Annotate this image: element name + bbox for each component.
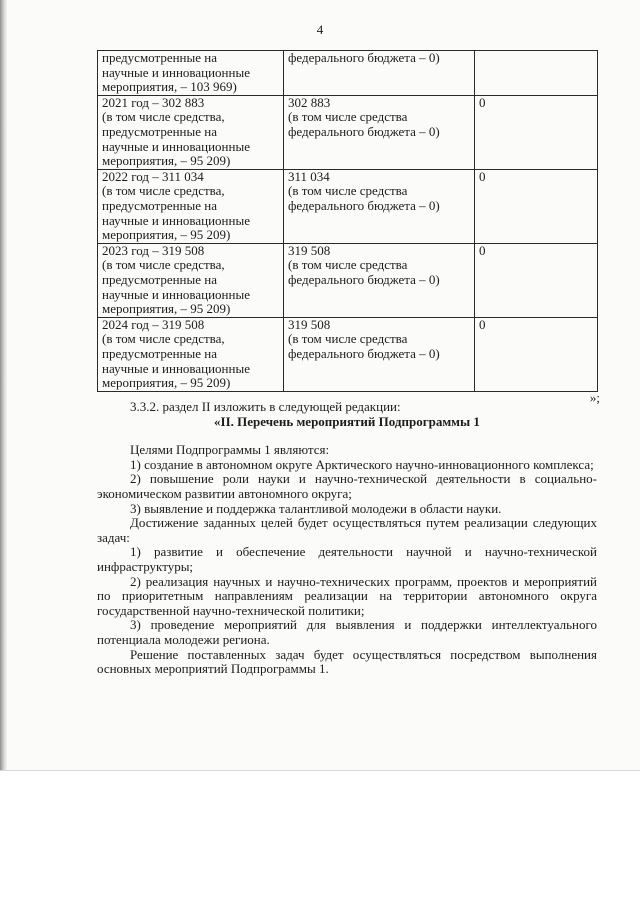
table-row [98, 243, 598, 317]
table-cell-budget: 302 883 (в том числе средства федерального бюджета – 0) [284, 95, 475, 169]
paragraph: Решение поставленных задач будет осуществляться посредством выполнения основных мероприятий Подпрограммы 1. [97, 646, 597, 677]
table-cell-total: 2023 год – 319 508 (в том числе средства, предусмотренные на научные и инновационные мероприятия, – 95 209) [98, 243, 284, 317]
table-cell-other [475, 51, 598, 96]
table-row [98, 51, 598, 96]
table-cell-total: предусмотренные на научные и инновационные мероприятия, – 103 969) [98, 51, 284, 96]
section-heading: «II. Перечень мероприятий Подпрограммы 1 [214, 413, 480, 429]
table-row [98, 169, 598, 243]
table-cell-budget: 319 508 (в том числе средства федерального бюджета – 0) [284, 317, 475, 391]
page-number: 4 [316, 22, 324, 37]
paragraph: 2) повышение роли науки и научно-технической деятельности в социально-экономическом развитии автономного округа; [97, 471, 597, 501]
table-cell-other: 0 [475, 169, 598, 243]
paragraph: Целями Подпрограммы 1 являются: [130, 442, 330, 458]
table-cell-total: 2024 год – 319 508 (в том числе средства, предусмотренные на научные и инновационные мероприятия, – 95 209) [98, 317, 284, 391]
table-cell-other: 0 [475, 95, 598, 169]
table-cell-budget: 319 508 (в том числе средства федерального бюджета – 0) [284, 243, 475, 317]
paragraph: Достижение заданных целей будет осуществляться путем реализации следующих задач: [97, 515, 597, 545]
document-body [97, 400, 597, 677]
funding-table [97, 50, 598, 392]
table-cell-budget: федерального бюджета – 0) [284, 51, 475, 96]
paragraph: 2) реализация научных и научно-технических программ, проектов и мероприятий по приоритетным направлениям реализации на территории автономного округа государственной научно-технической политики; [97, 573, 597, 618]
table-cell-budget: 311 034 (в том числе средства федерального бюджета – 0) [284, 169, 475, 243]
table-cell-other: 0 [475, 243, 598, 317]
table-closing-quote: »; [589, 390, 600, 405]
amendment-item: 3.3.2. раздел II изложить в следующей редакции: [130, 399, 401, 414]
paragraph: 1) создание в автономном округе Арктического научно-инновационного комплекса; [130, 456, 594, 472]
paragraph: 3) выявление и поддержка талантливой молодежи в области науки. [130, 500, 502, 516]
table-cell-total: 2021 год – 302 883 (в том числе средства, предусмотренные на научные и инновационные мероприятия, – 95 209) [98, 95, 284, 169]
table-cell-other: 0 [475, 317, 598, 391]
table-row [98, 317, 598, 391]
paragraph: 3) проведение мероприятий для выявления и поддержки интеллектуального потенциала молодежи региона. [97, 617, 597, 647]
table-row [98, 95, 598, 169]
table-cell-total: 2022 год – 311 034 (в том числе средства, предусмотренные на научные и инновационные мероприятия, – 95 209) [98, 169, 284, 243]
scan-edge-shadow [0, 0, 7, 770]
paragraph: 1) развитие и обеспечение деятельности научной и научно-технической инфраструктуры; [97, 544, 597, 574]
